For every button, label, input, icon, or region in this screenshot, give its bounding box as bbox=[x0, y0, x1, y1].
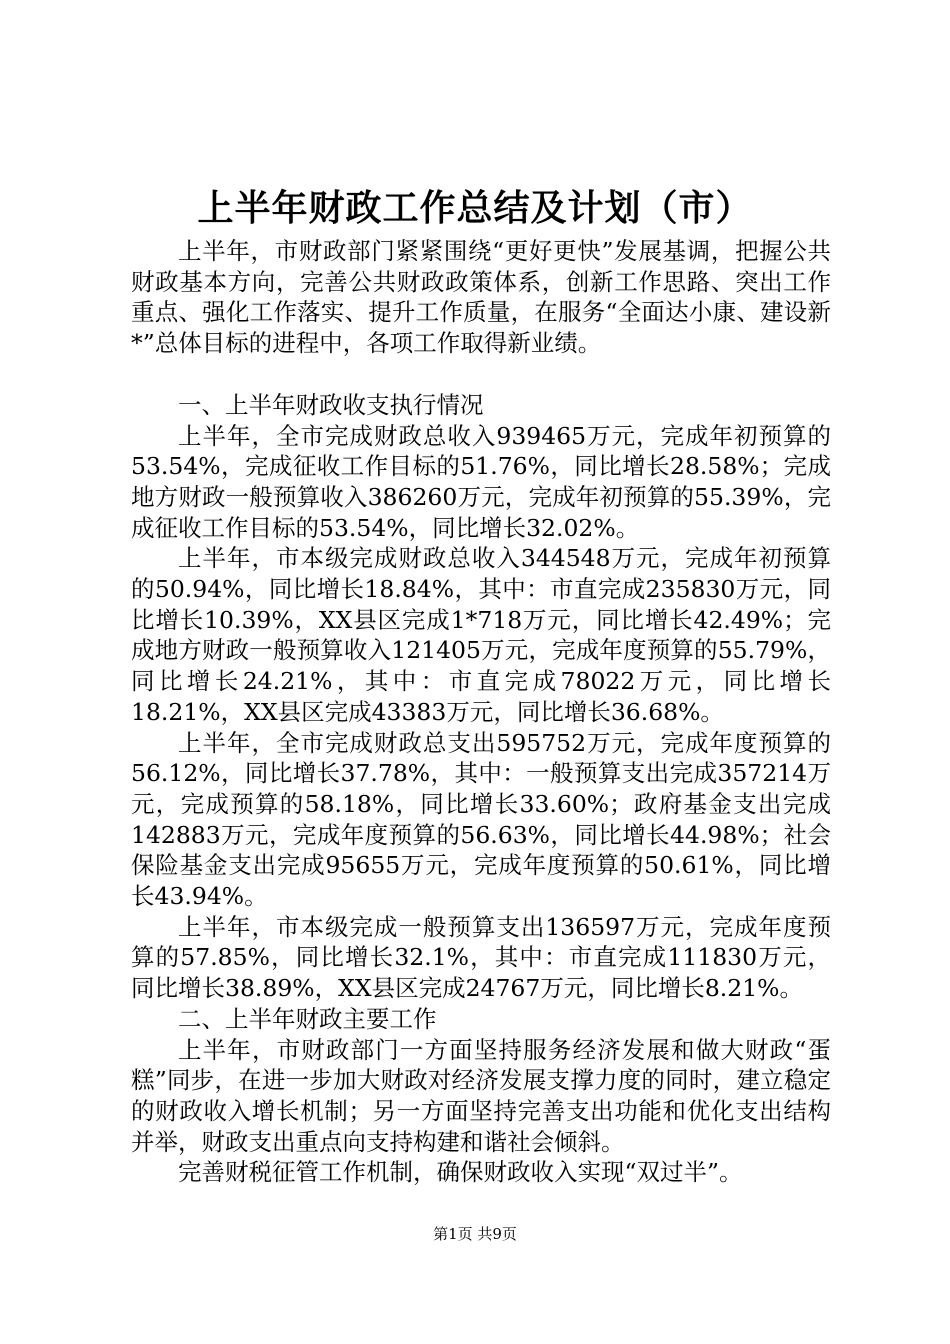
paragraph-4: 上半年，市本级完成一般预算支出136597万元，完成年度预算的57.85%，同比增长32.1%，其中：市直完成111830万元，同比增长38.89%，XX县区完成24767万元，同比增长8.21%。 bbox=[131, 912, 831, 1003]
paragraph-6: 完善财税征管工作机制，确保财政收入实现“双过半”。 bbox=[178, 1158, 743, 1187]
section-heading-2: 二、上半年财政主要工作 bbox=[178, 1004, 437, 1033]
document-body bbox=[131, 236, 831, 1188]
paragraph-2: 上半年，市本级完成财政总收入344548万元，完成年初预算的50.94%，同比增长18.84%，其中：市直完成235830万元，同比增长10.39%，XX县区完成1*718万元，同比增长42.49%；完成地方财政一般预算收入121405万元，完成年度预算的55.79%，同比增长24.21%，其中：市直完成78022万元，同比增长18.21%，XX县区完成43383万元，同比增长36.68%。 bbox=[131, 544, 831, 726]
page-number-footer: 第1页 共9页 bbox=[433, 1225, 517, 1243]
paragraph-gap bbox=[131, 359, 831, 390]
document-title: 上半年财政工作总结及计划（市） bbox=[197, 187, 753, 229]
paragraph-5: 上半年，市财政部门一方面坚持服务经济发展和做大财政“蛋糕”同步，在进一步加大财政对经济发展支撑力度的同时，建立稳定的财政收入增长机制；另一方面坚持完善支出功能和优化支出结构并举，财政支出重点向支持构建和谐社会倾斜。 bbox=[131, 1035, 831, 1156]
paragraph-intro: 上半年，市财政部门紧紧围绕“更好更快”发展基调，把握公共财政基本方向，完善公共财政政策体系，创新工作思路、突出工作重点、强化工作落实、提升工作质量，在服务“全面达小康、建设新*”总体目标的进程中，各项工作取得新业绩。 bbox=[131, 237, 831, 358]
section-heading-1: 一、上半年财政收支执行情况 bbox=[178, 390, 484, 419]
paragraph-1: 上半年，全市完成财政总收入939465万元，完成年初预算的53.54%，完成征收工作目标的51.76%，同比增长28.58%；完成地方财政一般预算收入386260万元，完成年初预算的55.39%，完成征收工作目标的53.54%，同比增长32.02%。 bbox=[131, 421, 831, 542]
paragraph-3: 上半年，全市完成财政总支出595752万元，完成年度预算的56.12%，同比增长37.78%，其中：一般预算支出完成357214万元，完成预算的58.18%，同比增长33.60%；政府基金支出完成142883万元，完成年度预算的56.63%，同比增长44.98%；社会保险基金支出完成95655万元，完成年度预算的50.61%，同比增长43.94%。 bbox=[131, 728, 831, 911]
